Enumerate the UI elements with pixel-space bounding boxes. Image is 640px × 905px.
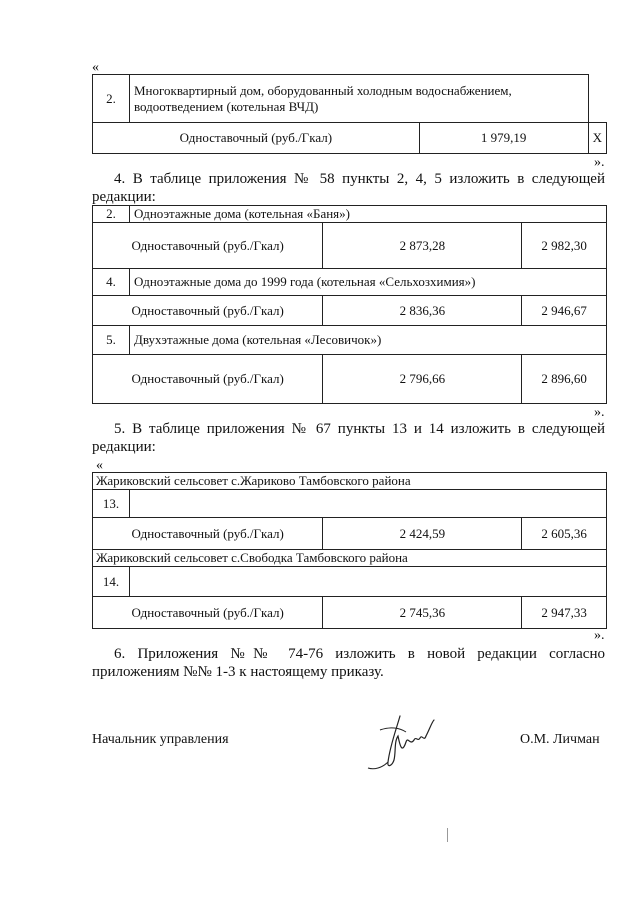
signatory-name: О.М. Личман	[520, 732, 600, 747]
table-block1	[92, 74, 607, 154]
table-58	[92, 205, 607, 404]
handwritten-signature	[360, 712, 450, 772]
close-quote-3: ».	[594, 628, 605, 643]
tariff-value-2: 2 982,30	[522, 223, 607, 269]
tariff-value-1: 2 796,66	[323, 355, 522, 404]
paragraph-5: 5. В таблице приложения № 67 пункты 13 и 14 изложить в следующей редакции:	[92, 421, 605, 455]
row-title: Одноэтажные дома до 1999 года (котельная «Сельхозхимия»)	[130, 269, 607, 296]
row-number: 13.	[93, 490, 130, 518]
settlement-header: Жариковский сельсовет с.Жариково Тамбовского района	[93, 473, 607, 490]
tariff-label: Одноставочный (руб./Гкал)	[93, 223, 323, 269]
paragraph-4: 4. В таблице приложения № 58 пункты 2, 4, 5 изложить в следующей редакции:	[92, 171, 605, 205]
tariff-label: Одноставочный (руб./Гкал)	[93, 296, 323, 326]
row-number: 14.	[93, 567, 130, 597]
table-67	[92, 472, 607, 629]
row-number: 2.	[93, 206, 130, 223]
tariff-value-2: Х	[588, 123, 606, 154]
tariff-value-2: 2 946,67	[522, 296, 607, 326]
tariff-value-1: 2 836,36	[323, 296, 522, 326]
tariff-value-1: 1 979,19	[419, 123, 588, 154]
tariff-label: Одноставочный (руб./Гкал)	[93, 123, 420, 154]
tariff-label: Одноставочный (руб./Гкал)	[93, 597, 323, 629]
open-quote-3: «	[96, 458, 103, 473]
row-title-empty	[130, 490, 607, 518]
row-title: Одноэтажные дома (котельная «Баня»)	[130, 206, 607, 223]
tariff-value-1: 2 424,59	[323, 518, 522, 550]
row-number: 5.	[93, 326, 130, 355]
page-divider-mark	[447, 828, 448, 842]
row-title-empty	[130, 567, 607, 597]
tariff-value-2: 2 896,60	[522, 355, 607, 404]
tariff-value-1: 2 745,36	[323, 597, 522, 629]
tariff-label: Одноставочный (руб./Гкал)	[93, 355, 323, 404]
tariff-value-2: 2 605,36	[522, 518, 607, 550]
close-quote-2: ».	[594, 405, 605, 420]
settlement-header: Жариковский сельсовет с.Свободка Тамбовского района	[93, 550, 607, 567]
paragraph-6: 6. Приложения №№ 74-76 изложить в новой редакции согласно приложениям №№ 1-3 к настоящему приказу.	[92, 646, 605, 680]
open-quote-1: «	[92, 60, 99, 75]
signatory-position: Начальник управления	[92, 732, 229, 747]
close-quote-1: ».	[594, 155, 605, 170]
row-number: 2.	[93, 75, 130, 123]
tariff-label: Одноставочный (руб./Гкал)	[93, 518, 323, 550]
row-title: Двухэтажные дома (котельная «Лесовичок»)	[130, 326, 607, 355]
tariff-value-1: 2 873,28	[323, 223, 522, 269]
row-number: 4.	[93, 269, 130, 296]
row-title: Многоквартирный дом, оборудованный холодным водоснабжением, водоотведением (котельная ВЧД)	[130, 75, 589, 123]
tariff-value-2: 2 947,33	[522, 597, 607, 629]
